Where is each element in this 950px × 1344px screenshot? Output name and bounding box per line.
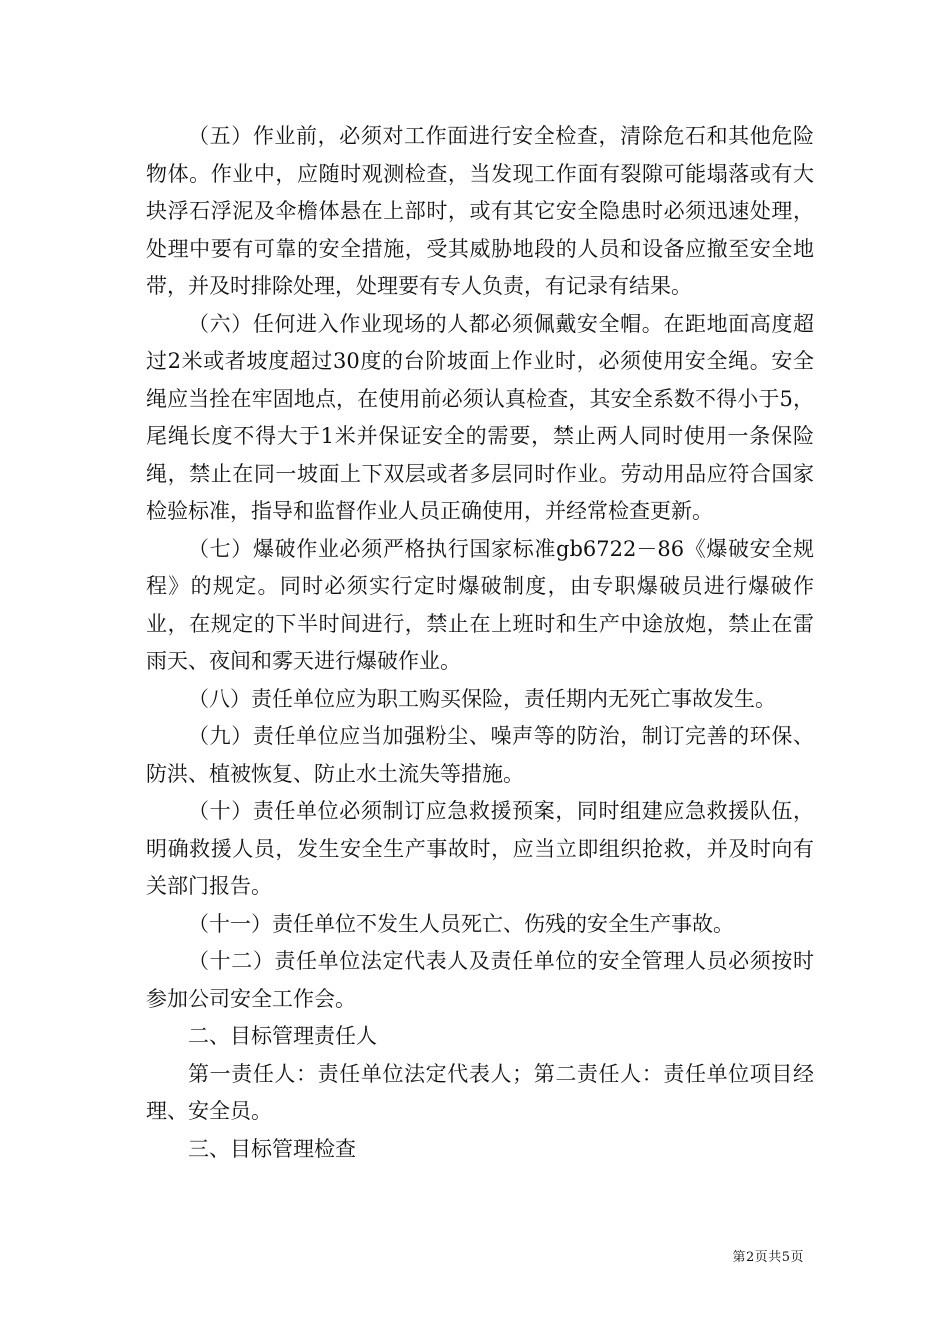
paragraph-item-12: （十二）责任单位法定代表人及责任单位的安全管理人员必须按时参加公司安全工作会。 <box>146 949 814 1011</box>
paragraph-item-6: （六）任何进入作业现场的人都必须佩戴安全帽。在距地面高度超过2米或者坡度超过30度的台阶坡面上作业时，必须使用安全绳。安全绳应当拴在牢固地点，在使用前必须认真检查，其安全系数不得小于5，尾绳长度不得大于1米并保证安全的需要，禁止两人同时使用一条保险绳，禁止在同一坡面上下双层或者多层同时作业。劳动用品应符合国家检验标准，指导和监督作业人员正确使用，并经常检查更新。 <box>146 311 814 523</box>
paragraph-responsible-persons: 第一责任人：责任单位法定代表人；第二责任人：责任单位项目经理、安全员。 <box>146 1061 814 1123</box>
paragraph-item-9: （九）责任单位应当加强粉尘、噪声等的防治，制订完善的环保、防洪、植被恢复、防止水土流失等措施。 <box>146 724 814 786</box>
page-number: 第2页共5页 <box>732 1250 804 1265</box>
paragraph-item-10: （十）责任单位必须制订应急救援预案，同时组建应急救援队伍，明确救援人员，发生安全生产事故时，应当立即组织抢救，并及时向有关部门报告。 <box>146 799 814 898</box>
section-heading-responsible-persons: 二、目标管理责任人 <box>188 1024 377 1048</box>
section-heading-inspection: 三、目标管理检查 <box>188 1136 356 1161</box>
document-body <box>146 118 814 1168</box>
paragraph-item-11: （十一）责任单位不发生人员死亡、伤残的安全生产事故。 <box>188 911 734 936</box>
paragraph-item-8: （八）责任单位应为职工购买保险，责任期内无死亡事故发生。 <box>188 686 776 711</box>
paragraph-item-5: （五）作业前，必须对工作面进行安全检查，清除危石和其他危险物体。作业中，应随时观测检查，当发现工作面有裂隙可能塌落或有大块浮石浮泥及伞檐体悬在上部时，或有其它安全隐患时必须迅速处理，处理中要有可靠的安全措施，受其威胁地段的人员和设备应撤至安全地带，并及时排除处理，处理要有专人负责，有记录有结果。 <box>146 124 814 298</box>
paragraph-item-7: （七）爆破作业必须严格执行国家标准gb6722－86《爆破安全规程》的规定。同时必须实行定时爆破制度，由专职爆破员进行爆破作业，在规定的下半时间进行，禁止在上班时和生产中途放炮，禁止在雷雨天、夜间和雾天进行爆破作业。 <box>146 536 814 673</box>
